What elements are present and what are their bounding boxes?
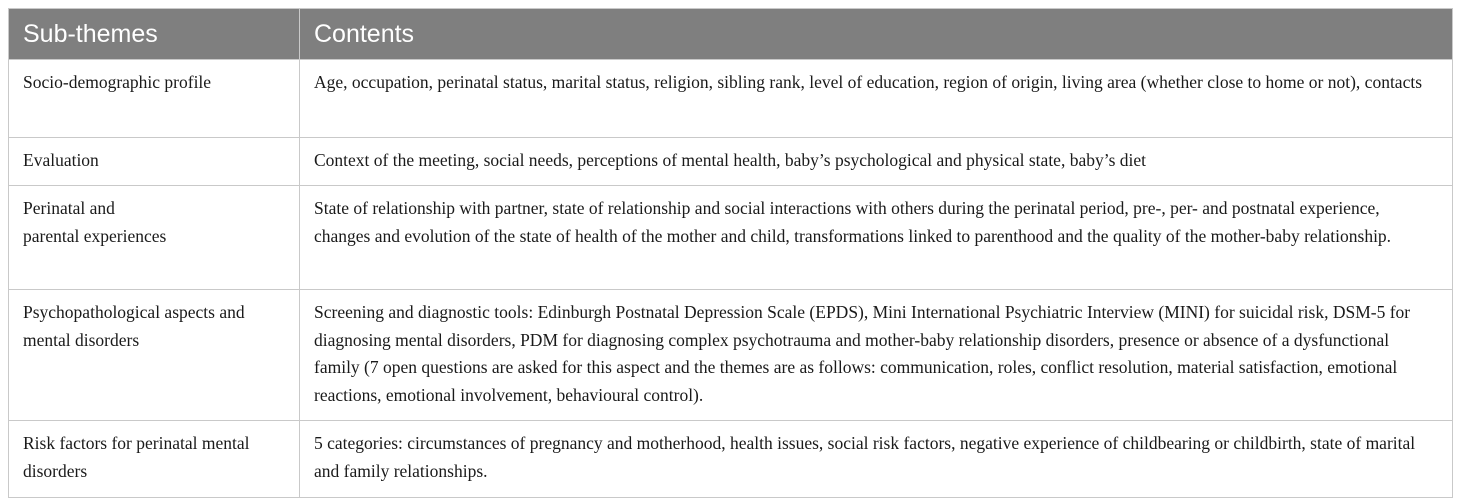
subtheme-text: Socio-demographic profile bbox=[23, 72, 212, 92]
table-row bbox=[9, 421, 1453, 498]
table-header bbox=[9, 9, 1453, 60]
subtheme-text: Evaluation bbox=[23, 150, 99, 170]
subtheme-cell bbox=[9, 60, 300, 138]
subtheme-text: Risk factors for perinatal mental disorders bbox=[23, 433, 250, 481]
table-row bbox=[9, 290, 1453, 421]
subtheme-cell bbox=[9, 138, 300, 186]
header-row bbox=[9, 9, 1453, 60]
table-body bbox=[9, 60, 1453, 498]
subtheme-text-line-2: parental experiences bbox=[23, 225, 167, 246]
contents-cell: 5 categories: circumstances of pregnancy and motherhood, health issues, social risk factors, negative experience of childbearing or childbirth, state of marital and family relationships. bbox=[300, 421, 1453, 498]
subtheme-cell bbox=[9, 186, 300, 290]
subtheme-text-line-1: Perinatal and bbox=[23, 198, 115, 218]
sub-themes-table bbox=[8, 8, 1453, 498]
table-row bbox=[9, 138, 1453, 186]
subtheme-cell bbox=[9, 421, 300, 498]
table-row bbox=[9, 186, 1453, 290]
contents-cell: Context of the meeting, social needs, perceptions of mental health, baby’s psychological and physical state, baby’s diet bbox=[300, 138, 1453, 186]
contents-cell: Age, occupation, perinatal status, marital status, religion, sibling rank, level of education, region of origin, living area (whether close to home or not), contacts bbox=[300, 60, 1453, 138]
header-contents: Contents bbox=[300, 9, 1453, 60]
header-sub-themes: Sub-themes bbox=[9, 9, 300, 60]
subtheme-text: Psychopathological aspects and mental disorders bbox=[23, 302, 245, 350]
sub-themes-table-container bbox=[8, 8, 1452, 498]
contents-cell: Screening and diagnostic tools: Edinburgh Postnatal Depression Scale (EPDS), Mini International Psychiatric Interview (MINI) for suicidal risk, DSM-5 for diagnosing mental disorders, PDM for diagnosing complex psychotrauma and mother-baby relationship disorders, presence or absence of a dysfunctional family (7 open questions are asked for this aspect and the themes are as follows: communication, roles, conflict resolution, material satisfaction, emotional reactions, emotional involvement, behavioural control). bbox=[300, 290, 1453, 421]
table-row bbox=[9, 60, 1453, 138]
subtheme-cell bbox=[9, 290, 300, 421]
contents-cell: State of relationship with partner, state of relationship and social interactions with others during the perinatal period, pre-, per- and postnatal experience, changes and evolution of the state of health of the mother and child, transformations linked to parenthood and the quality of the mother-baby relationship. bbox=[300, 186, 1453, 290]
